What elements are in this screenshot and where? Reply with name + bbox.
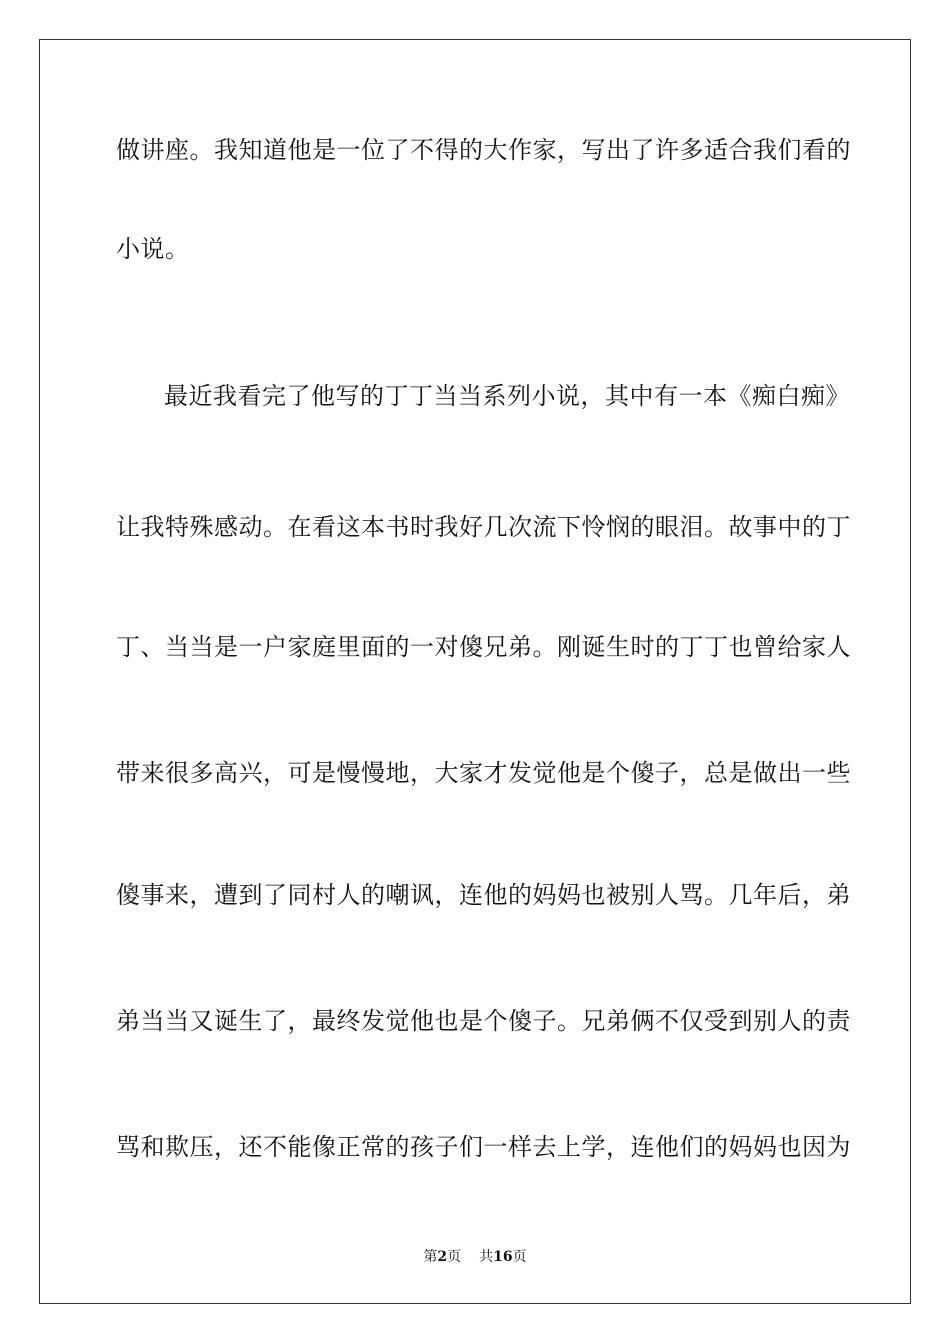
- text-line-4: 让我特殊感动。在看这本书时我好几次流下怜悯的眼泪。故事中的丁: [116, 513, 851, 541]
- text-line-3: 最近我看完了他写的丁丁当当系列小说，其中有一本《痴白痴》: [164, 382, 850, 410]
- footer-total-pages: 16: [493, 1249, 513, 1265]
- page-border: [39, 39, 911, 1304]
- text-line-6: 带来很多高兴，可是慢慢地，大家才发觉他是个傻子，总是做出一些: [116, 759, 851, 787]
- text-line-9: 骂和欺压，还不能像正常的孩子们一样去上学，连他们的妈妈也因为: [116, 1133, 851, 1161]
- footer-page-prefix: 第: [423, 1249, 438, 1265]
- page-footer: [0, 1248, 950, 1266]
- text-line-2: 小说。: [116, 235, 190, 263]
- footer-page-suffix: 页: [447, 1249, 462, 1265]
- text-line-8: 弟当当又诞生了，最终发觉他也是个傻子。兄弟俩不仅受到别人的责: [116, 1007, 851, 1035]
- footer-page-number: 2: [437, 1249, 448, 1265]
- text-line-1: 做讲座。我知道他是一位了不得的大作家，写出了许多适合我们看的: [116, 136, 851, 164]
- text-line-7: 傻事来，遭到了同村人的嘲讽，连他的妈妈也被别人骂。几年后，弟: [116, 881, 851, 909]
- text-line-5: 丁、当当是一户家庭里面的一对傻兄弟。刚诞生时的丁丁也曾给家人: [116, 633, 851, 661]
- footer-total-prefix: 共: [479, 1249, 494, 1265]
- footer-total-suffix: 页: [512, 1249, 527, 1265]
